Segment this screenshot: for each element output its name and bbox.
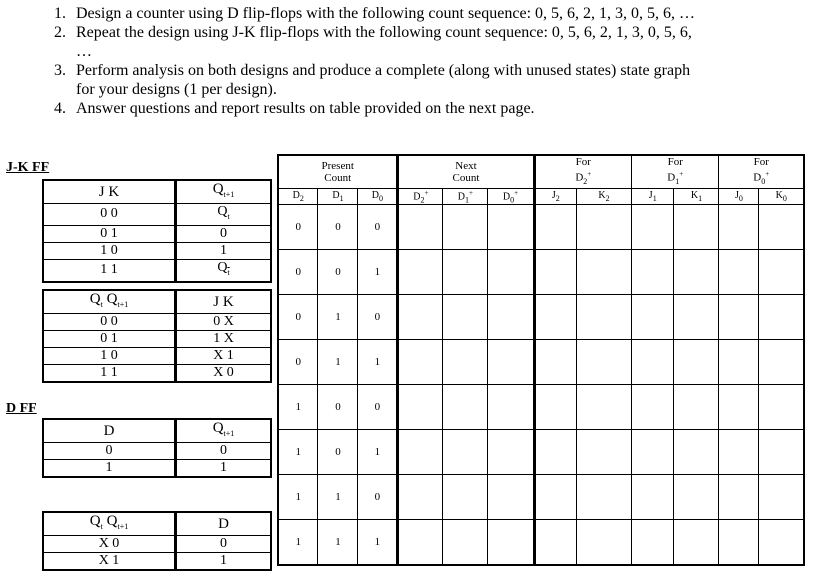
blank-cell: [488, 475, 534, 520]
present-state-cell: 0: [318, 250, 358, 295]
present-state-cell: 0: [278, 340, 318, 385]
blank-cell: [719, 340, 759, 385]
blank-cell: [759, 520, 804, 566]
blank-cell: [398, 295, 443, 340]
blank-cell: [577, 340, 632, 385]
blank-cell: [488, 295, 534, 340]
present-state-cell: 1: [318, 475, 358, 520]
blank-cell: [759, 205, 804, 250]
blank-cell: [443, 295, 488, 340]
blank-cell: [534, 520, 576, 566]
jk-char-cell: 1 0: [43, 242, 176, 259]
blank-cell: [719, 205, 759, 250]
group-for-d0: For $D_0^+$: [719, 155, 804, 188]
group-for-d1: For $D_1^+$: [632, 155, 719, 188]
jk-exc-cell: 1 0: [43, 348, 176, 365]
col-d0: $D_0$: [358, 188, 398, 204]
jk-char-cell: $Q_t$: [176, 259, 272, 281]
present-state-cell: 0: [318, 205, 358, 250]
blank-cell: [488, 250, 534, 295]
jk-char-cell: 1: [176, 242, 272, 259]
col-d1-next: $D_1^+$: [443, 188, 488, 204]
instruction-1: 1. Design a counter using D flip-flops with the following count sequence: 0, 5, 6, 2, 1, 3, 0, 5, 6, …: [70, 4, 710, 23]
jk-char-header-jk: J K: [43, 180, 176, 204]
present-state-cell: 0: [358, 385, 398, 430]
state-table: [277, 154, 805, 566]
blank-cell: [534, 205, 576, 250]
blank-cell: [674, 385, 719, 430]
blank-cell: [674, 340, 719, 385]
present-state-cell: 0: [358, 205, 398, 250]
jk-char-cell: 0 1: [43, 225, 176, 242]
col-j0: $J_0$: [719, 188, 759, 204]
blank-cell: [674, 475, 719, 520]
blank-cell: [577, 475, 632, 520]
d-exc-cell: X 1: [43, 553, 176, 571]
blank-cell: [534, 430, 576, 475]
group-for-d2: For $D_2^+$: [534, 155, 631, 188]
jk-char-cell: $Q_t$: [176, 204, 272, 226]
d-char-cell: 1: [43, 460, 176, 478]
state-row: [278, 250, 804, 295]
blank-cell: [488, 205, 534, 250]
blank-cell: [632, 475, 674, 520]
blank-cell: [443, 520, 488, 566]
blank-cell: [632, 295, 674, 340]
blank-cell: [674, 430, 719, 475]
col-j2: $J_2$: [534, 188, 576, 204]
blank-cell: [759, 250, 804, 295]
blank-cell: [534, 340, 576, 385]
blank-cell: [759, 295, 804, 340]
blank-cell: [398, 520, 443, 566]
blank-cell: [398, 250, 443, 295]
jk-exc-cell: 0 0: [43, 314, 176, 331]
blank-cell: [759, 475, 804, 520]
d-char-header-d: D: [43, 419, 176, 443]
present-state-cell: 1: [358, 520, 398, 566]
jk-exc-cell: 0 X: [176, 314, 272, 331]
state-row: [278, 430, 804, 475]
col-k1: $K_1$: [674, 188, 719, 204]
d-char-cell: 1: [176, 460, 272, 478]
blank-cell: [719, 430, 759, 475]
blank-cell: [534, 250, 576, 295]
present-state-cell: 0: [318, 385, 358, 430]
blank-cell: [759, 340, 804, 385]
state-row: [278, 295, 804, 340]
state-row: [278, 520, 804, 566]
blank-cell: [488, 520, 534, 566]
jk-characteristic-table: [42, 179, 272, 283]
d-excitation-table: [42, 511, 272, 571]
jk-exc-cell: 1 1: [43, 365, 176, 383]
present-state-cell: 1: [318, 295, 358, 340]
blank-cell: [632, 340, 674, 385]
blank-cell: [632, 205, 674, 250]
d-exc-cell: 1: [176, 553, 272, 571]
present-state-cell: 1: [278, 430, 318, 475]
blank-cell: [577, 385, 632, 430]
jk-exc-cell: 0 1: [43, 331, 176, 348]
blank-cell: [719, 295, 759, 340]
d-char-cell: 0: [176, 443, 272, 460]
present-state-cell: 1: [358, 340, 398, 385]
col-d2-next: $D_2^+$: [398, 188, 443, 204]
state-row: [278, 475, 804, 520]
blank-cell: [719, 250, 759, 295]
jk-char-cell: 0 0: [43, 204, 176, 226]
blank-cell: [443, 475, 488, 520]
blank-cell: [759, 385, 804, 430]
present-state-cell: 1: [318, 520, 358, 566]
instruction-3: 3. Perform analysis on both designs and produce a complete (along with unused states) state graph for your designs (1 per design).: [70, 61, 710, 99]
blank-cell: [577, 430, 632, 475]
blank-cell: [398, 340, 443, 385]
blank-cell: [632, 385, 674, 430]
blank-cell: [488, 430, 534, 475]
present-state-cell: 0: [278, 295, 318, 340]
d-exc-header-q: $Q_t$ $Q_{t+1}$: [43, 512, 176, 536]
blank-cell: [719, 520, 759, 566]
col-k2: $K_2$: [577, 188, 632, 204]
blank-cell: [443, 250, 488, 295]
state-row: [278, 340, 804, 385]
group-present-count: Present Count: [278, 155, 398, 188]
jk-exc-cell: 1 X: [176, 331, 272, 348]
blank-cell: [398, 385, 443, 430]
present-state-cell: 1: [278, 475, 318, 520]
col-d2: $D_2$: [278, 188, 318, 204]
d-exc-cell: X 0: [43, 536, 176, 553]
blank-cell: [488, 385, 534, 430]
blank-cell: [577, 295, 632, 340]
state-row: [278, 205, 804, 250]
blank-cell: [398, 430, 443, 475]
blank-cell: [443, 340, 488, 385]
blank-cell: [632, 430, 674, 475]
present-state-cell: 1: [358, 250, 398, 295]
jk-exc-header-q: $Q_t$ $Q_{t+1}$: [43, 290, 176, 314]
blank-cell: [534, 295, 576, 340]
col-d0-next: $D_0^+$: [488, 188, 534, 204]
blank-cell: [632, 250, 674, 295]
present-state-cell: 0: [358, 295, 398, 340]
col-k0: $K_0$: [759, 188, 804, 204]
blank-cell: [674, 520, 719, 566]
col-j1: $J_1$: [632, 188, 674, 204]
state-row: [278, 385, 804, 430]
jk-exc-header-jk: J K: [176, 290, 272, 314]
jk-char-header-q: $Q_{t+1}$: [176, 180, 272, 204]
blank-cell: [674, 205, 719, 250]
present-state-cell: 1: [278, 385, 318, 430]
d-char-header-q: $Q_{t+1}$: [176, 419, 272, 443]
instructions-list: [30, 4, 710, 118]
jk-exc-cell: X 0: [176, 365, 272, 383]
present-state-cell: 1: [318, 340, 358, 385]
blank-cell: [534, 475, 576, 520]
blank-cell: [443, 385, 488, 430]
blank-cell: [674, 250, 719, 295]
blank-cell: [577, 205, 632, 250]
d-char-cell: 0: [43, 443, 176, 460]
blank-cell: [719, 385, 759, 430]
present-state-cell: 0: [318, 430, 358, 475]
present-state-cell: 1: [278, 520, 318, 566]
blank-cell: [443, 430, 488, 475]
d-exc-header-d: D: [176, 512, 272, 536]
instruction-2: 2. Repeat the design using J-K flip-flops with the following count sequence: 0, 5, 6, 2, 1, 3, 0, 5, 6, …: [70, 23, 710, 61]
jk-excitation-table: [42, 289, 272, 383]
instruction-4: 4. Answer questions and report results on table provided on the next page.: [70, 99, 710, 118]
blank-cell: [534, 385, 576, 430]
jk-char-cell: 1 1: [43, 259, 176, 281]
blank-cell: [443, 205, 488, 250]
present-state-cell: 0: [278, 250, 318, 295]
jk-char-cell: 0: [176, 225, 272, 242]
d-ff-label: D FF: [6, 401, 37, 416]
col-d1: $D_1$: [318, 188, 358, 204]
present-state-cell: 0: [278, 205, 318, 250]
blank-cell: [577, 250, 632, 295]
blank-cell: [759, 430, 804, 475]
blank-cell: [719, 475, 759, 520]
blank-cell: [674, 295, 719, 340]
blank-cell: [488, 340, 534, 385]
d-characteristic-table: [42, 418, 272, 478]
blank-cell: [577, 520, 632, 566]
blank-cell: [398, 205, 443, 250]
blank-cell: [632, 520, 674, 566]
blank-cell: [398, 475, 443, 520]
present-state-cell: 1: [358, 430, 398, 475]
jk-exc-cell: X 1: [176, 348, 272, 365]
present-state-cell: 0: [358, 475, 398, 520]
d-exc-cell: 0: [176, 536, 272, 553]
group-next-count: Next Count: [398, 155, 534, 188]
jk-ff-label: J-K FF: [6, 160, 50, 175]
